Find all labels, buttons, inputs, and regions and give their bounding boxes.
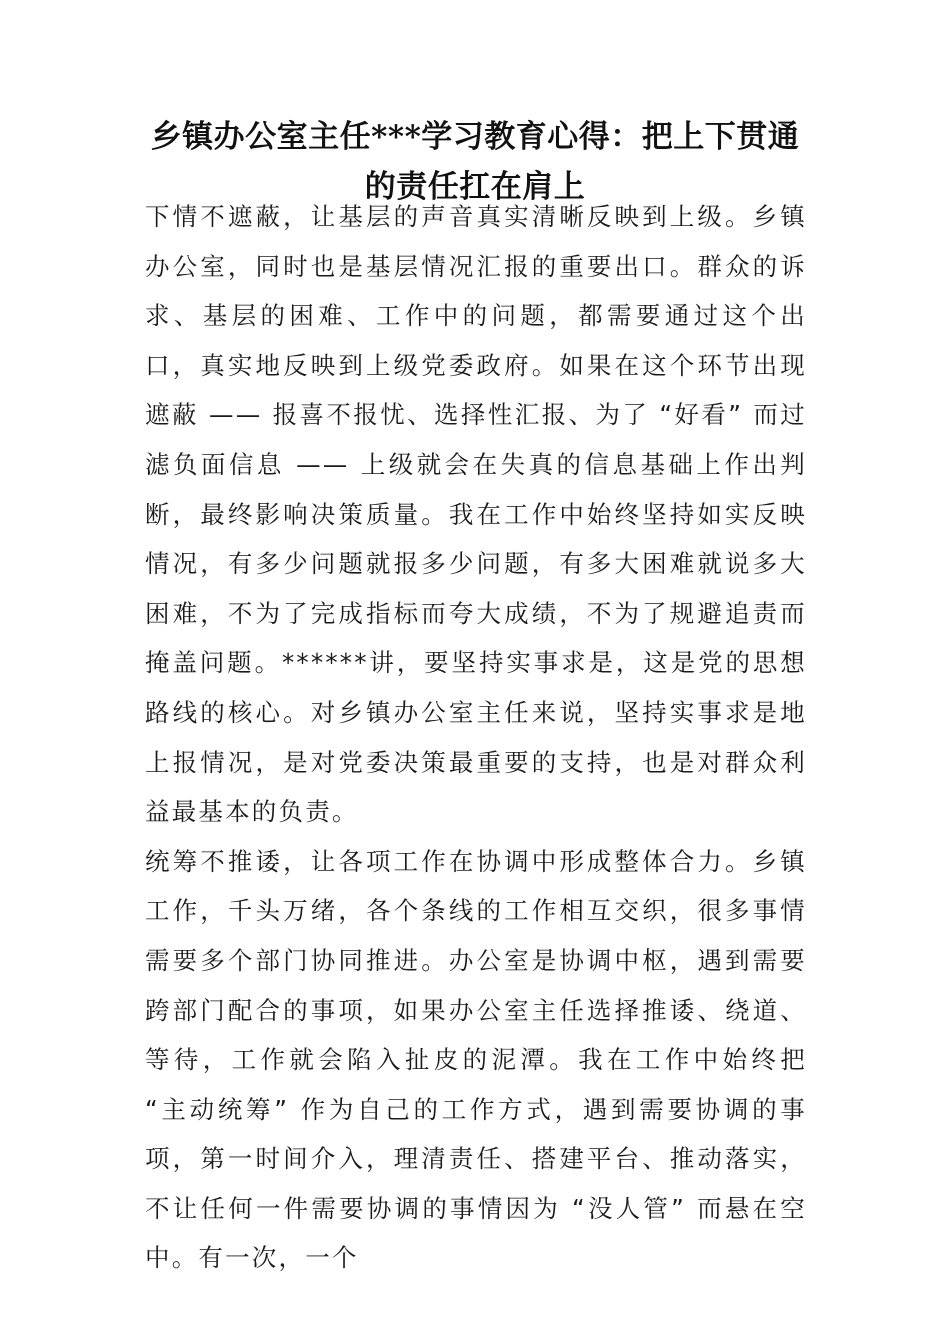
document-title: 乡镇办公室主任***学习教育心得：把上下贯通的责任扛在肩上 [150,119,800,205]
paragraph-1: 下情不遮蔽，让基层的声音真实清晰反映到上级。乡镇办公室，同时也是基层情况汇报的重要出口。群众的诉求、基层的困难、工作中的问题，都需要通过这个出口，真实地反映到上级党委政府。如果在这个环节出现遮蔽 —— 报喜不报忧、选择性汇报、为了 “好看” 而过滤负面信息 —— 上级就会在失真的信息基础上作出判断，最终影响决策质量。我在工作中始终坚持如实反映情况，有多少问题就报多少问题，有多大困难就说多大困难，不为了完成指标而夸大成绩，不为了规避追责而掩盖问题。******讲，要坚持实事求是，这是党的思想路线的核心。对乡镇办公室主任来说，坚持实事求是地上报情况，是对党委决策最重要的支持，也是对群众利益最基本的负责。 [145,202,807,827]
paragraph-2: 统筹不推诿，让各项工作在协调中形成整体合力。乡镇工作，千头万绪，各个条线的工作相互交织，很多事情需要多个部门协同推进。办公室是协调中枢，遇到需要跨部门配合的事项，如果办公室主任选择推诿、绕道、等待，工作就会陷入扯皮的泥潭。我在工作中始终把 “主动统筹” 作为自己的工作方式，遇到需要协调的事项，第一时间介入，理清责任、搭建平台、推动落实，不让任何一件需要协调的事情因为 “没人管” 而悬在空中。有一次，一个 [145,846,807,1273]
document-body [145,192,807,1283]
